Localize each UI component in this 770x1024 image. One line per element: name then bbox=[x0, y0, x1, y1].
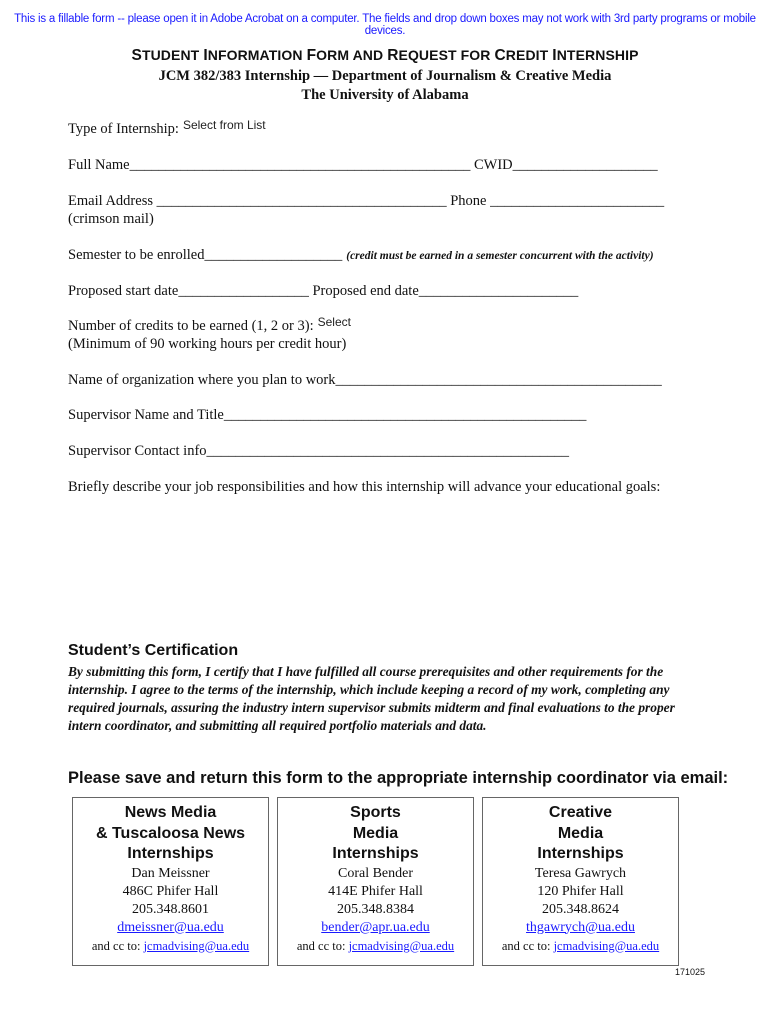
coordinator-office: 120 Phifer Hall bbox=[537, 883, 624, 899]
coordinator-card-sports bbox=[277, 797, 474, 966]
contact-field[interactable]: __________________________________________________ bbox=[206, 443, 570, 459]
cc-email-link[interactable]: jcmadvising@ua.edu bbox=[348, 938, 455, 953]
form-subtitle-course: JCM 382/383 Internship — Department of Journalism & Creative Media bbox=[158, 68, 612, 84]
coordinator-office: 486C Phifer Hall bbox=[122, 883, 219, 899]
form-code: 171025 bbox=[675, 967, 706, 977]
save-instruction: Please save and return this form to the appropriate internship coordinator via email: bbox=[68, 769, 729, 787]
cc-email-link[interactable]: jcmadvising@ua.edu bbox=[143, 938, 250, 953]
phone-field[interactable]: ________________________ bbox=[490, 193, 665, 209]
email-field[interactable]: ________________________________________ bbox=[156, 193, 447, 209]
email-note: (crimson mail) bbox=[68, 211, 154, 227]
internship-type-label: Type of Internship: bbox=[68, 121, 179, 137]
fullname-field[interactable]: _______________________________________________ bbox=[129, 157, 471, 173]
credits-row bbox=[68, 315, 351, 335]
coordinator-heading: Creative Media Internships bbox=[537, 804, 624, 862]
credits-dropdown[interactable]: Select bbox=[317, 315, 351, 329]
credits-note: (Minimum of 90 working hours per credit hour) bbox=[68, 336, 347, 352]
end-date-label: Proposed end date bbox=[312, 283, 419, 299]
cwid-field[interactable]: ____________________ bbox=[512, 157, 658, 173]
coordinator-email-link[interactable]: bender@apr.ua.edu bbox=[321, 919, 430, 935]
organization-label: Name of organization where you plan to work bbox=[68, 372, 336, 388]
coordinator-card-creative bbox=[482, 797, 679, 966]
internship-type-row bbox=[68, 118, 266, 138]
cc-label: and cc to: bbox=[501, 938, 551, 953]
start-date-field[interactable]: __________________ bbox=[178, 283, 309, 299]
phone-label: Phone bbox=[450, 193, 487, 209]
semester-row bbox=[68, 247, 654, 264]
fullname-label: Full Name bbox=[68, 157, 130, 173]
organization-row bbox=[68, 372, 662, 389]
coordinator-email-link[interactable]: dmeissner@ua.edu bbox=[117, 919, 224, 935]
semester-note: (credit must be earned in a semester concurrent with the activity) bbox=[346, 250, 654, 262]
coordinator-heading: Sports Media Internships bbox=[332, 804, 419, 862]
coordinator-email-link[interactable]: thgawrych@ua.edu bbox=[526, 919, 635, 935]
coordinator-card-news bbox=[72, 797, 269, 966]
certification-heading: Student’s Certification bbox=[68, 642, 239, 659]
end-date-field[interactable]: ______________________ bbox=[418, 283, 579, 299]
contact-label: Supervisor Contact info bbox=[68, 443, 207, 459]
cwid-label: CWID bbox=[474, 157, 513, 173]
supervisor-row bbox=[68, 407, 586, 424]
describe-label: Briefly describe your job responsibilities and how this internship will advance your educational goals: bbox=[68, 479, 661, 495]
email-label: Email Address bbox=[68, 193, 153, 209]
start-date-label: Proposed start date bbox=[68, 283, 179, 299]
credits-label: Number of credits to be earned (1, 2 or 3): bbox=[68, 318, 314, 334]
coordinator-office: 414E Phifer Hall bbox=[328, 883, 423, 899]
cc-label: and cc to: bbox=[296, 938, 346, 953]
coordinator-name: Teresa Gawrych bbox=[534, 865, 627, 881]
contact-row bbox=[68, 443, 569, 460]
coordinator-phone: 205.348.8601 bbox=[132, 901, 209, 917]
internship-type-dropdown[interactable]: Select from List bbox=[182, 118, 266, 132]
form-title: STUDENT INFORMATION FORM AND REQUEST FOR CREDIT INTERNSHIP bbox=[131, 47, 639, 64]
coordinator-phone: 205.348.8624 bbox=[542, 901, 619, 917]
dates-row bbox=[68, 283, 578, 300]
coordinator-heading: News Media & Tuscaloosa News Internships bbox=[95, 804, 246, 862]
coordinator-name: Dan Meissner bbox=[131, 865, 210, 881]
email-row bbox=[68, 193, 664, 210]
semester-field[interactable]: ___________________ bbox=[204, 247, 343, 263]
organization-field[interactable]: _____________________________________________ bbox=[335, 372, 662, 388]
form-subtitle-university: The University of Alabama bbox=[301, 87, 469, 103]
coordinator-phone: 205.348.8384 bbox=[337, 901, 414, 917]
fullname-row bbox=[68, 157, 658, 174]
cc-label: and cc to: bbox=[91, 938, 141, 953]
describe-textarea[interactable] bbox=[68, 500, 703, 630]
supervisor-label: Supervisor Name and Title bbox=[68, 407, 224, 423]
certification-body: By submitting this form, I certify that I have fulfilled all course prerequisites and other requirements for the internship. I agree to the terms of the internship, which include keeping a record of my work, completing any required journals, assuring the industry intern supervisor submits midterm and final evaluations to the proper intern coordinator, and submitting all required portfolio materials and data. bbox=[68, 664, 675, 733]
cc-email-link[interactable]: jcmadvising@ua.edu bbox=[553, 938, 660, 953]
fillable-form-notice: This is a fillable form -- please open it in Adobe Acrobat on a computer. The fields and drop down boxes may not work with 3rd party programs or mobile devices. bbox=[14, 13, 756, 37]
semester-label: Semester to be enrolled bbox=[68, 247, 205, 263]
coordinator-name: Coral Bender bbox=[337, 865, 414, 881]
supervisor-field[interactable]: __________________________________________________ bbox=[223, 407, 587, 423]
